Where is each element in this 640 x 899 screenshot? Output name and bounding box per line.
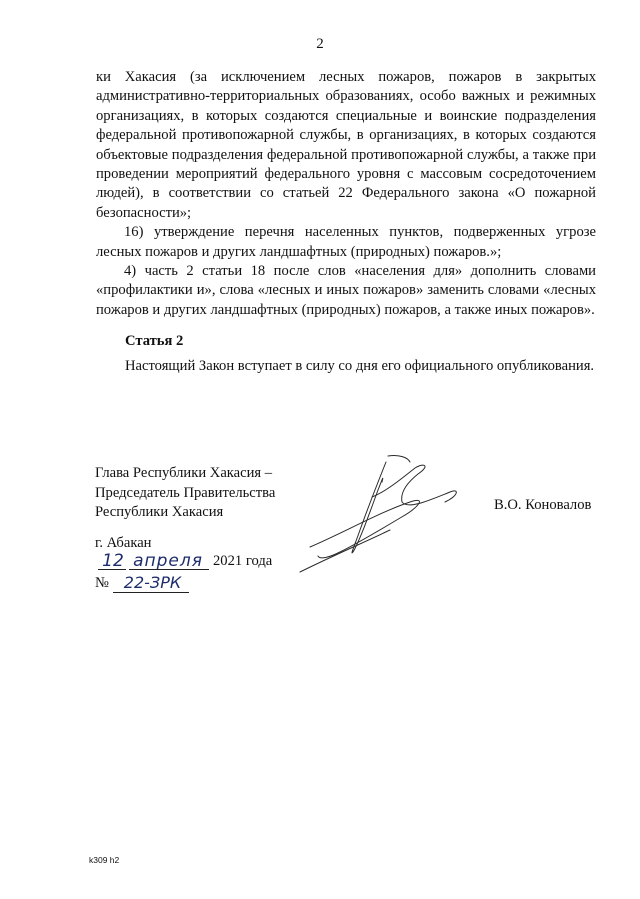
article-text: Настоящий Закон вступает в силу со дня его официального опубликования. <box>125 358 595 374</box>
article-heading: Статья 2 <box>125 333 184 349</box>
paragraph-continuation: ки Хакасия (за исключением лесных пожаров, пожаров в закрытых административно-территориальных образованиях, особо важных и режимных организациях, в которых создаются специальные и воинские подразделения федеральной противопожарной службы, в организациях, в которых создаются объектовые подразделения федеральной противопожарной службы, а также при проведении мероприятий федерального уровня с массовым сосредоточением людей), в соответствии со статьей 22 Федерального закона «О пожарной безопасности»; <box>96 69 596 221</box>
signer-name: В.О. Коновалов <box>494 497 592 513</box>
date-line <box>95 553 295 573</box>
law-number-underline <box>113 592 189 593</box>
number-sign: № <box>95 575 109 591</box>
body-text <box>96 68 596 320</box>
signature-image <box>290 452 490 582</box>
place: г. Абакан <box>95 535 152 551</box>
signer-title-line: Республики Хакасия <box>95 504 224 520</box>
date-day-underline <box>98 569 126 570</box>
date-month-handwritten: апреля <box>133 551 203 571</box>
law-number-line <box>95 575 215 595</box>
page-number: 2 <box>316 36 324 52</box>
date-month-underline <box>129 569 209 570</box>
signer-title <box>95 464 275 523</box>
signer-title-line: Глава Республики Хакасия – <box>95 465 273 481</box>
law-number-handwritten: 22-ЗРК <box>123 573 182 592</box>
footer-code: k309 h2 <box>89 855 120 865</box>
paragraph-item-16: 16) утверждение перечня населенных пунктов, подверженных угрозе лесных пожаров и других ландшафтных (природных) пожаров.»; <box>96 224 596 260</box>
paragraph-item-4: 4) часть 2 статьи 18 после слов «населения для» дополнить словами «профилактики и», слова «лесных и иных пожаров» заменить словами «лесных пожаров и других ландшафтных (природных) пожаров, а также иных пожаров». <box>96 263 596 318</box>
date-day-handwritten: 12 <box>102 551 124 571</box>
signer-title-line: Председатель Правительства <box>95 484 276 501</box>
date-year: 2021 года <box>213 553 273 569</box>
